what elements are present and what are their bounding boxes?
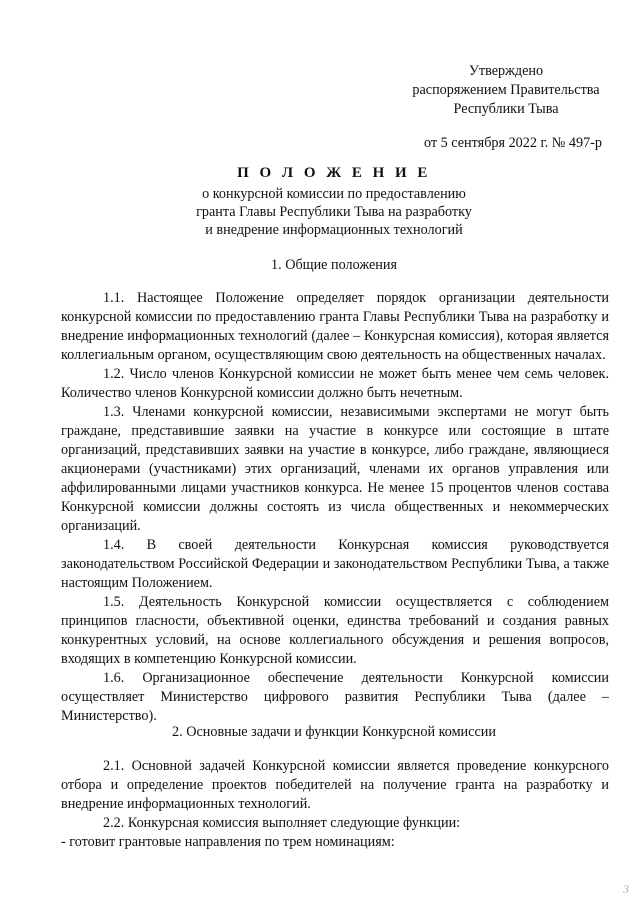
approval-line-republic: Республики Тыва — [453, 101, 559, 117]
document-title: П О Л О Ж Е Н И Е — [237, 165, 431, 181]
section-body-tasks — [61, 757, 609, 852]
paragraph-2-2: 2.2. Конкурсная комиссия выполняет следующие функции: — [103, 815, 461, 831]
section-heading-general: 1. Общие положения — [271, 257, 397, 273]
document-subtitle-line: гранта Главы Республики Тыва на разработку — [196, 204, 472, 220]
document-subtitle-line: и внедрение информационных технологий — [205, 222, 463, 238]
approval-stamp — [396, 62, 616, 153]
section-body-general — [61, 289, 609, 726]
paragraph-2-1: 2.1. Основной задачей Конкурсной комиссии является проведение конкурсного отбора и определение проектов победителей на получение гранта на разработку и внедрение информационных технологий. — [61, 758, 609, 812]
paragraph-1-2: 1.2. Число членов Конкурсной комиссии не может быть менее чем семь человек. Количество членов Конкурсной комиссии должно быть нечетным. — [61, 366, 609, 401]
approval-line-approved: Утверждено — [468, 63, 544, 79]
paragraph-1-1: 1.1. Настоящее Положение определяет порядок организации деятельности конкурсной комиссии по предоставлению гранта Главы Республики Тыва на разработку и внедрение информационных технологий (далее – Конкурсная комиссия), которая является коллегиальным органом, осуществляющим свою деятельность на общественных началах. — [61, 290, 609, 363]
paragraph-1-6: 1.6. Организационное обеспечение деятельности Конкурсной комиссии осуществляет Министерство цифрового развития Республики Тыва (далее – Министерство). — [61, 670, 609, 724]
paragraph-2-3: - готовит грантовые направления по трем номинациям: — [61, 834, 395, 850]
page-number-mark: 3 — [623, 882, 629, 896]
paragraph-1-5: 1.5. Деятельность Конкурсной комиссии осуществляется с соблюдением принципов гласности, объективной оценки, единства требований и создания равных конкурентных условий, на основе коллегиального обсуждения и решения вопросов, входящих в компетенцию Конкурсной комиссии. — [61, 594, 609, 667]
document-title-block — [60, 164, 608, 239]
approval-line-order: распоряжением Правительства — [412, 82, 600, 98]
section-heading-tasks: 2. Основные задачи и функции Конкурсной комиссии — [172, 724, 496, 740]
paragraph-1-4: 1.4. В своей деятельности Конкурсная комиссия руководствуется законодательством Российской Федерации и законодательством Республики Тыва, а также настоящим Положением. — [61, 537, 609, 591]
document-subtitle-line: о конкурсной комиссии по предоставлению — [202, 186, 466, 202]
paragraph-1-3: 1.3. Членами конкурсной комиссии, независимыми экспертами не могут быть граждане, представившие заявки на участие в конкурсе или состоящие в штате организаций, представивших заявки на участие в конкурсе, либо граждане, являющиеся акционерами (участниками) этих организаций, членами их органов управления или аффилированными лицами участников конкурса. Не менее 15 процентов членов состава Конкурсной комиссии должны состоять из числа общественных и некоммерческих организаций. — [61, 404, 609, 534]
approval-decree-date: от 5 сентября 2022 г. № 497-р — [424, 135, 602, 151]
